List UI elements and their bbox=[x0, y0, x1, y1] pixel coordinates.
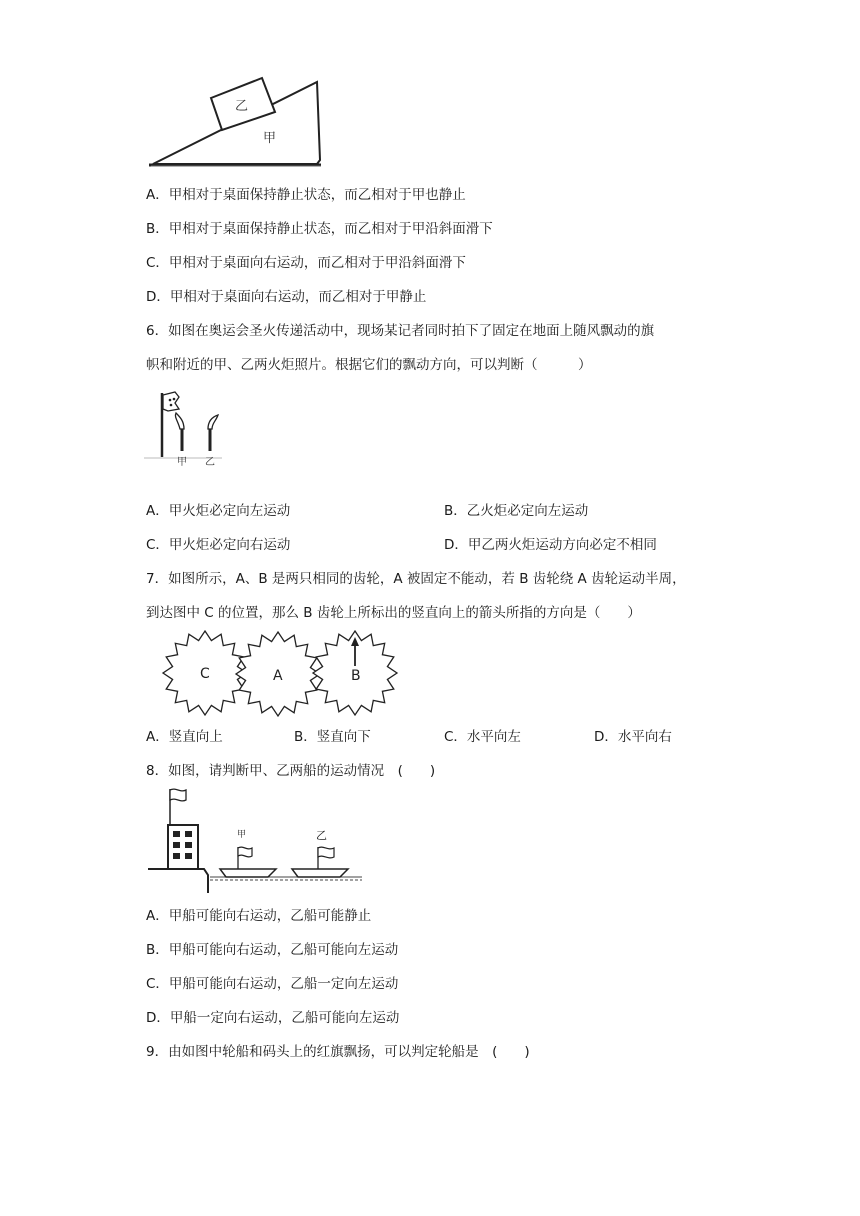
q7-option-a: A．竖直向上 bbox=[146, 729, 223, 745]
torch-label-jia: 甲 bbox=[177, 457, 187, 468]
q5-option-c: C．甲相对于桌面向右运动，而乙相对于甲沿斜面滑下 bbox=[146, 255, 466, 271]
q8-option-b: B．甲船可能向右运动，乙船可能向左运动 bbox=[146, 942, 399, 958]
incline-figure bbox=[145, 78, 325, 170]
q8-option-d: D．甲船一定向右运动，乙船可能向左运动 bbox=[146, 1010, 400, 1026]
boat-label-jia: 甲 bbox=[237, 830, 247, 840]
torch-jia-flame bbox=[175, 413, 184, 429]
q6-option-c: C．甲火炬必定向右运动 bbox=[146, 537, 291, 553]
boat-jia-flag bbox=[238, 847, 252, 857]
q7-stem-line2: 到达图中 C 的位置，那么 B 齿轮上所标出的竖直向上的箭头所指的方向是（ ） bbox=[146, 605, 641, 621]
q9-stem: 9．由如图中轮船和码头上的红旗飘扬，可以判定轮船是 ( ) bbox=[146, 1044, 530, 1060]
q5-option-a: A．甲相对于桌面保持静止状态，而乙相对于甲也静止 bbox=[146, 187, 466, 203]
q8-option-a: A．甲船可能向右运动，乙船可能静止 bbox=[146, 908, 372, 924]
label-jia: 甲 bbox=[263, 131, 277, 146]
boat-yi bbox=[292, 869, 348, 877]
q6-option-b: B．乙火炬必定向左运动 bbox=[444, 503, 589, 519]
q7-stem-line1: 7．如图所示，A、B 是两只相同的齿轮，A 被固定不能动，若 B 齿轮绕 A 齿轮运动半周， bbox=[146, 571, 686, 587]
q6-stem-line1: 6．如图在奥运会圣火传递活动中，现场某记者同时拍下了固定在地面上随风飘动的旗 bbox=[146, 323, 655, 339]
torch-yi-flame bbox=[208, 415, 218, 429]
gear-figure bbox=[150, 628, 406, 720]
q6-option-d: D．甲乙两火炬运动方向必定不相同 bbox=[444, 537, 657, 553]
gear-label-a: A bbox=[273, 668, 283, 684]
label-yi: 乙 bbox=[235, 99, 249, 114]
boat-label-yi: 乙 bbox=[316, 829, 327, 842]
gear-label-c: C bbox=[200, 666, 210, 682]
torch-label-yi: 乙 bbox=[205, 457, 215, 468]
building bbox=[168, 825, 198, 869]
boat-yi-flag bbox=[318, 847, 334, 858]
q8-stem: 8．如图，请判断甲、乙两船的运动情况 ( ) bbox=[146, 763, 436, 779]
dock bbox=[148, 869, 208, 893]
q7-option-d: D．水平向右 bbox=[594, 729, 672, 745]
torch-figure bbox=[144, 389, 224, 477]
gear-label-b: B bbox=[351, 668, 361, 684]
q6-stem-line2: 帜和附近的甲、乙两火炬照片。根据它们的飘动方向，可以判断（ ） bbox=[146, 357, 592, 373]
q5-option-d: D．甲相对于桌面向右运动，而乙相对于甲静止 bbox=[146, 289, 427, 305]
q7-option-b: B．竖直向下 bbox=[294, 729, 371, 745]
boats-figure bbox=[148, 785, 364, 893]
q7-option-c: C．水平向左 bbox=[444, 729, 521, 745]
flag bbox=[163, 392, 179, 411]
building-flag bbox=[170, 789, 186, 801]
q6-option-a: A．甲火炬必定向左运动 bbox=[146, 503, 291, 519]
q8-option-c: C．甲船可能向右运动，乙船一定向左运动 bbox=[146, 976, 399, 992]
q5-option-b: B．甲相对于桌面保持静止状态，而乙相对于甲沿斜面滑下 bbox=[146, 221, 493, 237]
boat-jia bbox=[220, 869, 276, 877]
